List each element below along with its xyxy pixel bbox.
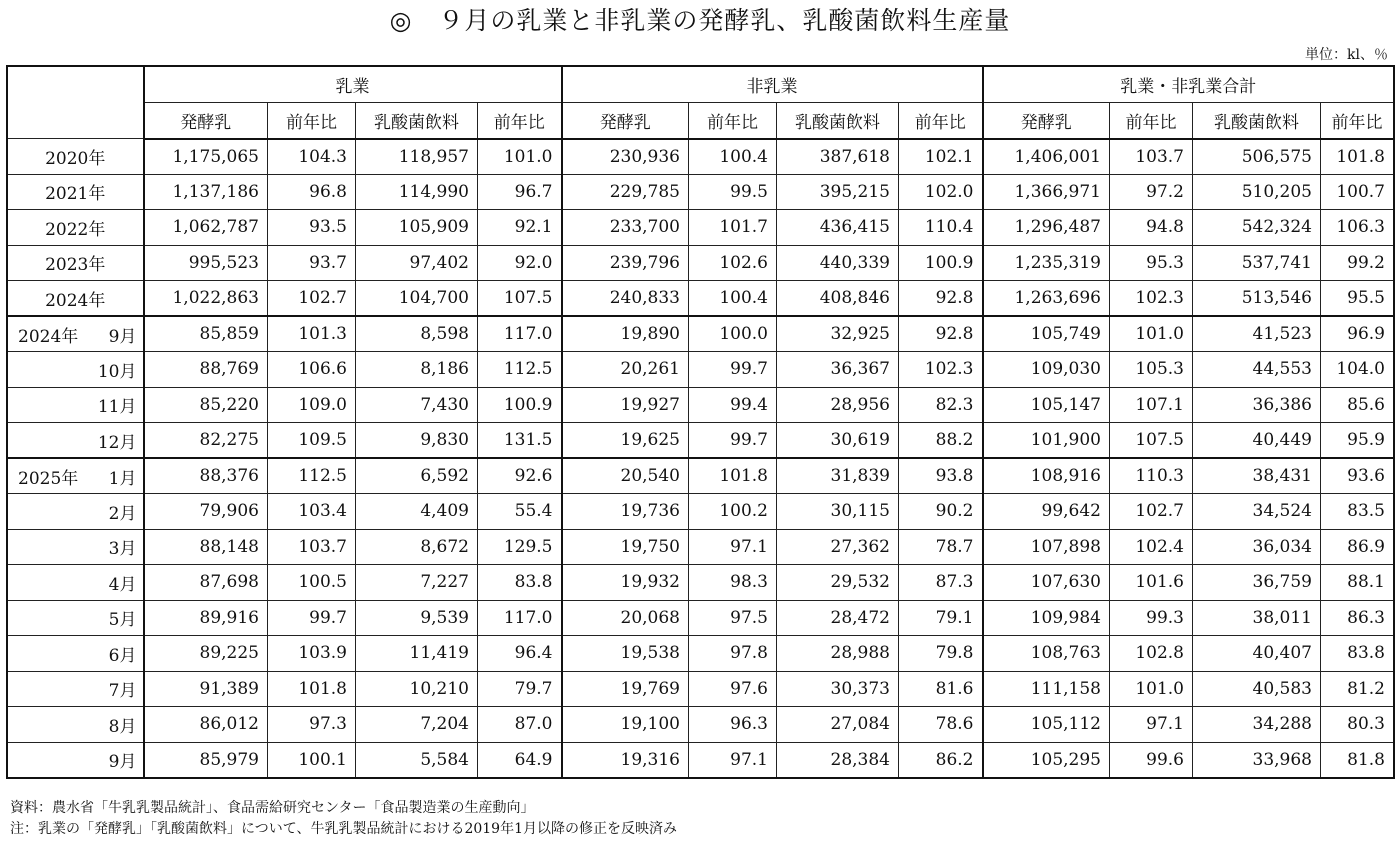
value-cell: 19,736 [562,494,689,530]
row-month: 7月 [108,681,137,702]
value-cell: 64.9 [478,742,562,778]
value-cell: 19,538 [562,636,689,672]
value-cell: 30,373 [777,671,899,707]
row-label: 2023年 [8,245,144,281]
value-cell: 97.6 [689,671,777,707]
table-row [8,174,1394,210]
value-cell: 82,275 [144,423,268,459]
table-row [8,565,1394,601]
value-cell: 101.8 [689,458,777,494]
row-label: 2024年 [8,281,144,317]
value-cell: 1,062,787 [144,210,268,246]
value-cell: 100.7 [1321,174,1394,210]
value-cell: 105,295 [983,742,1110,778]
value-cell: 112.5 [268,458,356,494]
value-cell: 97.5 [689,600,777,636]
value-cell: 80.3 [1321,707,1394,743]
value-cell: 19,100 [562,707,689,743]
value-cell: 44,553 [1193,352,1321,388]
value-cell: 86.2 [899,742,983,778]
value-cell: 7,227 [356,565,478,601]
value-cell: 85.6 [1321,387,1394,423]
value-cell: 92.8 [899,316,983,352]
value-cell: 107,898 [983,529,1110,565]
value-cell: 107.5 [1110,423,1193,459]
value-cell: 19,927 [562,387,689,423]
value-cell: 87.0 [478,707,562,743]
value-cell: 101.3 [268,316,356,352]
value-cell: 79.8 [899,636,983,672]
value-cell: 86.9 [1321,529,1394,565]
value-cell: 98.3 [689,565,777,601]
value-cell: 97.2 [1110,174,1193,210]
row-year: 2024年 [18,326,79,347]
value-cell: 99.6 [1110,742,1193,778]
value-cell: 99.7 [689,352,777,388]
value-cell: 19,750 [562,529,689,565]
value-cell: 92.6 [478,458,562,494]
value-cell: 34,524 [1193,494,1321,530]
value-cell: 20,068 [562,600,689,636]
sub-header-yoy: 前年比 [1321,103,1394,139]
value-cell: 40,583 [1193,671,1321,707]
value-cell: 96.8 [268,174,356,210]
value-cell: 30,115 [777,494,899,530]
value-cell: 1,366,971 [983,174,1110,210]
value-cell: 102.3 [899,352,983,388]
value-cell: 104.3 [268,139,356,175]
value-cell: 91,389 [144,671,268,707]
value-cell: 38,011 [1193,600,1321,636]
group-header-non-dairy: 非乳業 [562,67,983,103]
value-cell: 1,263,696 [983,281,1110,317]
value-cell: 102.8 [1110,636,1193,672]
table-body [8,139,1394,778]
value-cell: 19,769 [562,671,689,707]
row-label: 2022年 [8,210,144,246]
row-label [8,600,144,636]
page-title: ◎ ９月の乳業と非乳業の発酵乳、乳酸菌飲料生産量 [389,6,1011,35]
unit-label: 単位：kl、％ [1305,47,1388,63]
production-table [7,66,1394,778]
value-cell: 83.8 [478,565,562,601]
value-cell: 1,296,487 [983,210,1110,246]
value-cell: 7,204 [356,707,478,743]
value-cell: 83.8 [1321,636,1394,672]
value-cell: 93.7 [268,245,356,281]
value-cell: 99.7 [689,423,777,459]
value-cell: 87,698 [144,565,268,601]
value-cell: 230,936 [562,139,689,175]
value-cell: 83.5 [1321,494,1394,530]
value-cell: 233,700 [562,210,689,246]
value-cell: 85,979 [144,742,268,778]
value-cell: 102.1 [899,139,983,175]
value-cell: 28,988 [777,636,899,672]
value-cell: 55.4 [478,494,562,530]
row-label [8,458,144,494]
table-row [8,600,1394,636]
value-cell: 97.1 [689,742,777,778]
value-cell: 8,186 [356,352,478,388]
value-cell: 101.8 [1321,139,1394,175]
value-cell: 79,906 [144,494,268,530]
value-cell: 114,990 [356,174,478,210]
row-label: 2020年 [8,139,144,175]
value-cell: 88.1 [1321,565,1394,601]
value-cell: 105.3 [1110,352,1193,388]
value-cell: 131.5 [478,423,562,459]
value-cell: 27,362 [777,529,899,565]
row-month: 10月 [97,361,137,382]
value-cell: 229,785 [562,174,689,210]
value-cell: 81.6 [899,671,983,707]
value-cell: 510,205 [1193,174,1321,210]
value-cell: 82.3 [899,387,983,423]
value-cell: 1,022,863 [144,281,268,317]
value-cell: 395,215 [777,174,899,210]
value-cell: 108,916 [983,458,1110,494]
value-cell: 36,759 [1193,565,1321,601]
value-cell: 103.7 [1110,139,1193,175]
value-cell: 8,598 [356,316,478,352]
value-cell: 88.2 [899,423,983,459]
sub-header-yoy: 前年比 [689,103,777,139]
value-cell: 109.0 [268,387,356,423]
value-cell: 93.6 [1321,458,1394,494]
row-label [8,352,144,388]
value-cell: 513,546 [1193,281,1321,317]
table-row [8,352,1394,388]
value-cell: 106.6 [268,352,356,388]
sub-header-lactic-drink: 乳酸菌飲料 [356,103,478,139]
value-cell: 94.8 [1110,210,1193,246]
value-cell: 92.1 [478,210,562,246]
value-cell: 96.7 [478,174,562,210]
value-cell: 117.0 [478,316,562,352]
row-month: 5月 [108,610,137,631]
row-month: 12月 [97,432,137,453]
value-cell: 95.9 [1321,423,1394,459]
row-label: 2021年 [8,174,144,210]
value-cell: 32,925 [777,316,899,352]
value-cell: 100.5 [268,565,356,601]
value-cell: 41,523 [1193,316,1321,352]
table-row [8,245,1394,281]
row-label [8,707,144,743]
value-cell: 103.9 [268,636,356,672]
value-cell: 88,376 [144,458,268,494]
value-cell: 109,030 [983,352,1110,388]
row-label [8,387,144,423]
value-cell: 9,830 [356,423,478,459]
value-cell: 99.5 [689,174,777,210]
table-row [8,529,1394,565]
value-cell: 81.2 [1321,671,1394,707]
value-cell: 88,148 [144,529,268,565]
table-row [8,671,1394,707]
footnotes [10,798,677,840]
value-cell: 102.6 [689,245,777,281]
value-cell: 40,449 [1193,423,1321,459]
row-month: 9月 [108,752,137,773]
table-row [8,316,1394,352]
row-year: 2025年 [18,468,79,489]
value-cell: 92.8 [899,281,983,317]
row-month: 1月 [108,468,137,489]
value-cell: 100.4 [689,139,777,175]
value-cell: 8,672 [356,529,478,565]
value-cell: 102.0 [899,174,983,210]
value-cell: 19,625 [562,423,689,459]
value-cell: 408,846 [777,281,899,317]
row-label [8,742,144,778]
table-row [8,636,1394,672]
row-month: 8月 [108,716,137,737]
value-cell: 99.4 [689,387,777,423]
value-cell: 93.8 [899,458,983,494]
source-note: 資料：農水省「牛乳乳製品統計」、食品需給研究センター「食品製造業の生産動向」 [10,800,535,816]
value-cell: 79.7 [478,671,562,707]
group-header-row [8,67,1394,103]
value-cell: 105,147 [983,387,1110,423]
value-cell: 96.3 [689,707,777,743]
value-cell: 29,532 [777,565,899,601]
value-cell: 97.8 [689,636,777,672]
row-month: 9月 [108,326,137,347]
value-cell: 11,419 [356,636,478,672]
value-cell: 101.0 [1110,316,1193,352]
value-cell: 537,741 [1193,245,1321,281]
value-cell: 99.3 [1110,600,1193,636]
value-cell: 19,316 [562,742,689,778]
value-cell: 28,384 [777,742,899,778]
value-cell: 79.1 [899,600,983,636]
row-label [8,423,144,459]
value-cell: 109.5 [268,423,356,459]
group-header-dairy: 乳業 [144,67,562,103]
value-cell: 129.5 [478,529,562,565]
value-cell: 20,540 [562,458,689,494]
value-cell: 100.1 [268,742,356,778]
row-label [8,636,144,672]
value-cell: 107,630 [983,565,1110,601]
row-label [8,529,144,565]
table-row [8,387,1394,423]
value-cell: 100.4 [689,281,777,317]
value-cell: 95.5 [1321,281,1394,317]
value-cell: 36,386 [1193,387,1321,423]
value-cell: 27,084 [777,707,899,743]
value-cell: 4,409 [356,494,478,530]
row-label [8,565,144,601]
value-cell: 1,235,319 [983,245,1110,281]
value-cell: 111,158 [983,671,1110,707]
value-cell: 93.5 [268,210,356,246]
row-month: 4月 [108,574,137,595]
sub-header-lactic-drink: 乳酸菌飲料 [777,103,899,139]
value-cell: 101.0 [478,139,562,175]
row-label [8,671,144,707]
table-row [8,494,1394,530]
value-cell: 118,957 [356,139,478,175]
table-row [8,742,1394,778]
row-label [8,316,144,352]
value-cell: 107.5 [478,281,562,317]
sub-header-yoy: 前年比 [268,103,356,139]
row-month: 2月 [108,503,137,524]
value-cell: 40,407 [1193,636,1321,672]
value-cell: 436,415 [777,210,899,246]
value-cell: 88,769 [144,352,268,388]
value-cell: 96.4 [478,636,562,672]
value-cell: 105,749 [983,316,1110,352]
value-cell: 103.7 [268,529,356,565]
value-cell: 87.3 [899,565,983,601]
value-cell: 110.3 [1110,458,1193,494]
table-row [8,210,1394,246]
value-cell: 101.0 [1110,671,1193,707]
sub-header-yoy: 前年比 [1110,103,1193,139]
value-cell: 102.7 [1110,494,1193,530]
value-cell: 89,225 [144,636,268,672]
sub-header-fermented-milk: 発酵乳 [983,103,1110,139]
table-row [8,707,1394,743]
group-header-total: 乳業・非乳業合計 [983,67,1394,103]
sub-header-lactic-drink: 乳酸菌飲料 [1193,103,1321,139]
value-cell: 97.3 [268,707,356,743]
value-cell: 5,584 [356,742,478,778]
corner-cell [8,67,144,139]
value-cell: 81.8 [1321,742,1394,778]
value-cell: 108,763 [983,636,1110,672]
value-cell: 100.9 [899,245,983,281]
value-cell: 100.0 [689,316,777,352]
value-cell: 239,796 [562,245,689,281]
value-cell: 107.1 [1110,387,1193,423]
value-cell: 995,523 [144,245,268,281]
value-cell: 95.3 [1110,245,1193,281]
table-row [8,423,1394,459]
value-cell: 100.9 [478,387,562,423]
value-cell: 101,900 [983,423,1110,459]
table-row [8,458,1394,494]
value-cell: 90.2 [899,494,983,530]
value-cell: 99.2 [1321,245,1394,281]
value-cell: 86,012 [144,707,268,743]
value-cell: 10,210 [356,671,478,707]
value-cell: 102.4 [1110,529,1193,565]
table-row [8,281,1394,317]
value-cell: 97,402 [356,245,478,281]
value-cell: 112.5 [478,352,562,388]
value-cell: 20,261 [562,352,689,388]
value-cell: 102.7 [268,281,356,317]
sub-header-fermented-milk: 発酵乳 [562,103,689,139]
row-month: 6月 [108,645,137,666]
sub-header-yoy: 前年比 [899,103,983,139]
value-cell: 6,592 [356,458,478,494]
value-cell: 9,539 [356,600,478,636]
value-cell: 92.0 [478,245,562,281]
value-cell: 105,909 [356,210,478,246]
value-cell: 105,112 [983,707,1110,743]
value-cell: 78.7 [899,529,983,565]
value-cell: 28,956 [777,387,899,423]
value-cell: 109,984 [983,600,1110,636]
value-cell: 19,932 [562,565,689,601]
value-cell: 89,916 [144,600,268,636]
value-cell: 101.7 [689,210,777,246]
value-cell: 97.1 [689,529,777,565]
value-cell: 1,137,186 [144,174,268,210]
value-cell: 38,431 [1193,458,1321,494]
value-cell: 506,575 [1193,139,1321,175]
value-cell: 542,324 [1193,210,1321,246]
value-cell: 1,406,001 [983,139,1110,175]
row-month: 11月 [97,397,137,418]
correction-note: 注：乳業の「発酵乳」「乳酸菌飲料」について、牛乳乳製品統計における2019年1月以降の修正を反映済み [10,821,677,837]
value-cell: 97.1 [1110,707,1193,743]
table-row [8,139,1394,175]
value-cell: 101.8 [268,671,356,707]
value-cell: 31,839 [777,458,899,494]
value-cell: 28,472 [777,600,899,636]
value-cell: 36,034 [1193,529,1321,565]
value-cell: 33,968 [1193,742,1321,778]
value-cell: 104,700 [356,281,478,317]
value-cell: 387,618 [777,139,899,175]
value-cell: 100.2 [689,494,777,530]
value-cell: 7,430 [356,387,478,423]
value-cell: 240,833 [562,281,689,317]
value-cell: 1,175,065 [144,139,268,175]
table-header [8,67,1394,139]
value-cell: 117.0 [478,600,562,636]
value-cell: 96.9 [1321,316,1394,352]
value-cell: 101.6 [1110,565,1193,601]
value-cell: 34,288 [1193,707,1321,743]
value-cell: 19,890 [562,316,689,352]
value-cell: 440,339 [777,245,899,281]
value-cell: 106.3 [1321,210,1394,246]
value-cell: 78.6 [899,707,983,743]
sub-header-fermented-milk: 発酵乳 [144,103,268,139]
sub-header-yoy: 前年比 [478,103,562,139]
row-month: 3月 [108,539,137,560]
value-cell: 85,859 [144,316,268,352]
value-cell: 86.3 [1321,600,1394,636]
value-cell: 103.4 [268,494,356,530]
value-cell: 30,619 [777,423,899,459]
value-cell: 102.3 [1110,281,1193,317]
sub-header-row [8,103,1394,139]
value-cell: 99,642 [983,494,1110,530]
row-label [8,494,144,530]
value-cell: 110.4 [899,210,983,246]
value-cell: 99.7 [268,600,356,636]
value-cell: 85,220 [144,387,268,423]
value-cell: 104.0 [1321,352,1394,388]
value-cell: 36,367 [777,352,899,388]
